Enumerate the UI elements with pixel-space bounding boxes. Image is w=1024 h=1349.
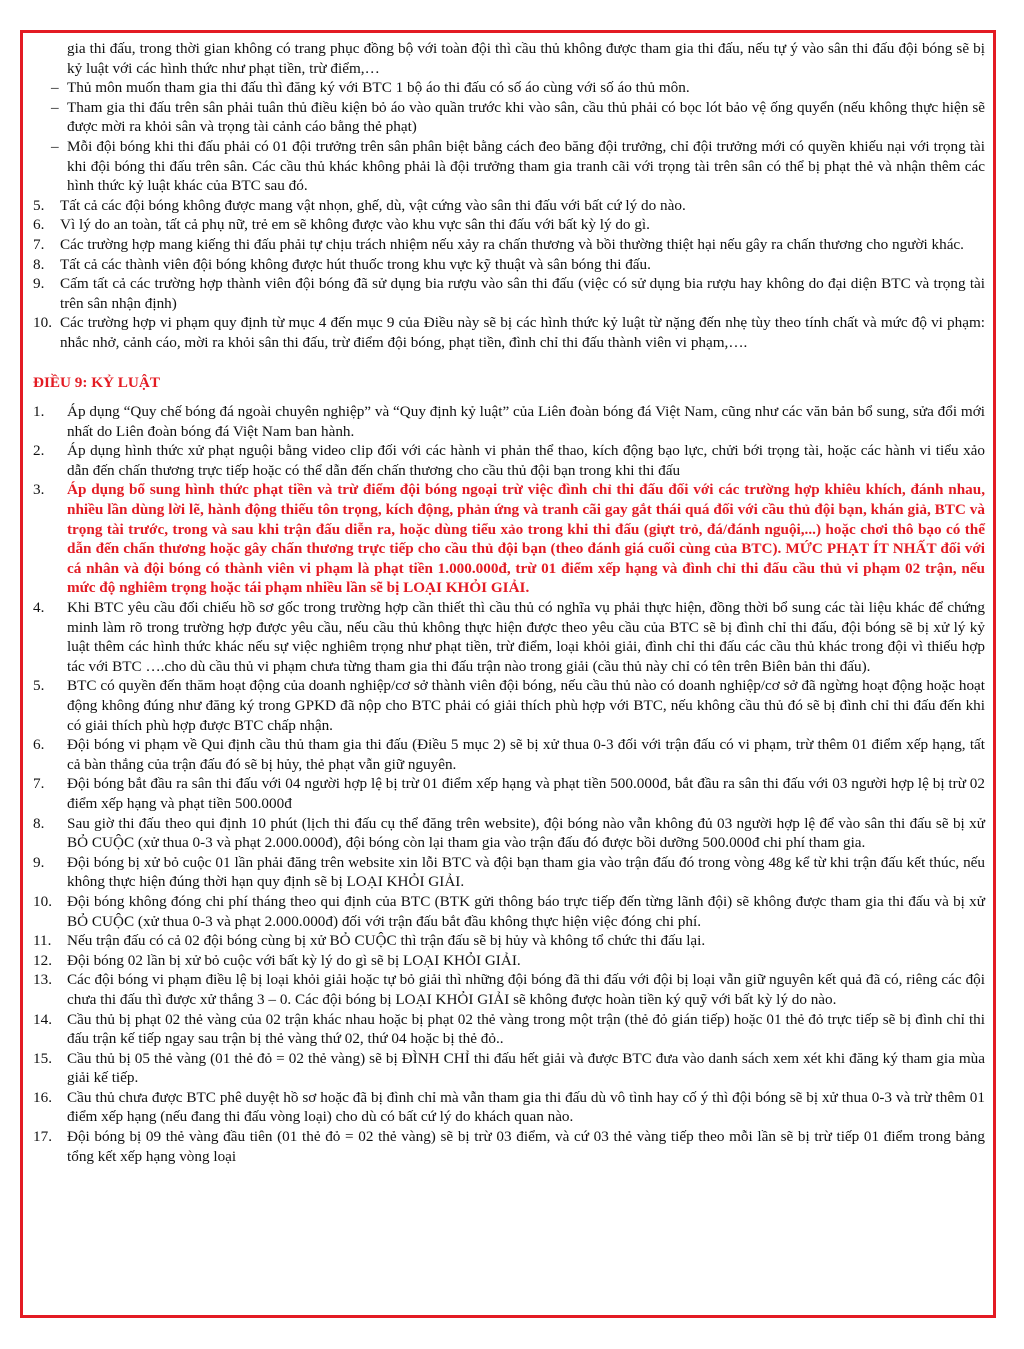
list-item: 16. Cầu thủ chưa được BTC phê duyệt hồ sơ hoặc đã bị đình chỉ mà vẫn tham gia thi đấu dù vô tình hay cố ý thì đội bóng sẽ bị xử thua 0-3 và trừ thêm 01 điểm xếp hạng (nếu đang thi đấu vòng loại) cho dù có bất cứ lý do khách quan nào. <box>33 1088 985 1126</box>
dash-marker: – <box>51 98 59 116</box>
dash-marker: – <box>51 79 59 97</box>
list-item: 15. Cầu thủ bị 05 thẻ vàng (01 thẻ đỏ = 02 thẻ vàng) sẽ bị ĐÌNH CHỈ thi đấu hết giải và được BTC đưa vào danh sách xem xét khi đăng ký tham gia mùa giải kế tiếp. <box>33 1049 985 1087</box>
list-item: 5. Tất cả các đội bóng không được mang vật nhọn, ghế, dù, vật cứng vào sân thi đấu với bất cứ lý do nào. <box>33 196 686 214</box>
list-item: 9. Cấm tất cả các trường hợp thành viên đội bóng đã sử dụng bia rượu vào sân thi đấu (việc có sử dụng bia rượu hay không do đại diện BTC và trọng tài trên sân nhận định) <box>33 275 985 312</box>
list-item: 2. Áp dụng hình thức xử phạt nguội bằng video clip đối với các hành vi phản thể thao, kích động bạo lực, chửi bới trọng tài, hoặc các hành vi tiểu xảo dẫn đến chấn thương trực tiếp hoặc có thể dẫn đến chấn thương cho cầu thủ đội bạn trong khi thi đấu <box>33 442 985 479</box>
article-8-list <box>33 196 985 353</box>
dash-marker: – <box>51 137 59 155</box>
list-item: 13. Các đội bóng vi phạm điều lệ bị loại khỏi giải hoặc tự bỏ giải thì những đội bóng đã thi đấu với đội bị loại vẫn giữ nguyên kết quả đã có, riêng các đội chưa thi đấu thì được xử thắng 3 – 0. Các đội bóng bị LOẠI KHỎI GIẢI sẽ không được hoàn tiền ký quỹ với bất kỳ lý do nào. <box>33 971 985 1008</box>
list-item: 8. Tất cả các thành viên đội bóng không được hút thuốc trong khu vực kỹ thuật và sân bóng thi đấu. <box>33 255 651 273</box>
list-item: 9. Đội bóng bị xử bỏ cuộc 01 lần phải đăng trên website xin lỗi BTC và đội bạn tham gia vào trận đấu đó trong vòng 48g kể từ khi trận đấu kết thúc, nếu không thực hiện đúng thời hạn quy định sẽ bị LOẠI KHỎI GIẢI. <box>33 853 985 891</box>
continuation-paragraph: gia thi đấu, trong thời gian không có trang phục đồng bộ với toàn đội thì cầu thủ không được tham gia thi đấu, nếu tự ý vào sân thi đấu đội bóng sẽ bị kỷ luật với các hình thức như phạt tiền, trừ điểm,… <box>67 40 985 77</box>
list-item: 6. Đội bóng vi phạm về Qui định cầu thủ tham gia thi đấu (Điều 5 mục 2) sẽ bị xử thua 0-3 đối với trận đấu có vi phạm, trừ thêm 01 điểm xếp hạng, tất cả bàn thắng của trận đấu đó sẽ bị hủy, thẻ phạt vẫn giữ nguyên. <box>33 736 985 773</box>
bullet-item: – Mỗi đội bóng khi thi đấu phải có 01 đội trưởng trên sân phân biệt bằng cách đeo băng đội trưởng, chỉ đội trưởng mới có quyền khiếu nại với trọng tài khi đội bóng thi đấu trên sân. Các cầu thủ khác không phải là đội trưởng tham gia tranh cãi với trọng tài trên sân có thể bị phạt thẻ và nhận thêm các hình thức kỷ luật khác của BTC sau đó. <box>51 137 985 195</box>
list-item: 14. Cầu thủ bị phạt 02 thẻ vàng của 02 trận khác nhau hoặc bị phạt 02 thẻ vàng trong một trận (thẻ đỏ gián tiếp) hoặc 01 thẻ đỏ trực tiếp sẽ bị đình chỉ thi đấu trận kế tiếp ngay sau trận bị thẻ vàng thứ 02, thứ 04 hoặc bị thẻ đỏ.. <box>33 1010 985 1048</box>
list-item: 7. Đội bóng bắt đầu ra sân thi đấu với 04 người hợp lệ bị trừ 01 điểm xếp hạng và phạt tiền 500.000đ, bắt đầu ra sân thi đấu với 03 người hợp lệ bị trừ 02 điểm xếp hạng và phạt tiền 500.000đ <box>33 775 985 812</box>
list-item: 6. Vì lý do an toàn, tất cả phụ nữ, trẻ em sẽ không được vào khu vực sân thi đấu với bất kỳ lý do gì. <box>33 216 650 234</box>
section-heading: ĐIỀU 9: KỶ LUẬT <box>33 373 160 391</box>
page-border <box>20 30 996 1318</box>
list-item: 11. Nếu trận đấu có cả 02 đội bóng cùng bị xử BỎ CUỘC thì trận đấu sẽ bị hủy và không tổ chức thi đấu lại. <box>33 932 706 950</box>
bullet-item: – Tham gia thi đấu trên sân phải tuân thủ điều kiện bỏ áo vào quần trước khi vào sân, cầu thủ phải có bọc lót bảo vệ ống quyển (nếu không thực hiện sẽ được mời ra khỏi sân và trọng tài cảnh cáo bằng thẻ phạt) <box>51 98 985 136</box>
list-item: 10. Các trường hợp vi phạm quy định từ mục 4 đến mục 9 của Điều này sẽ bị các hình thức kỷ luật từ nặng đến nhẹ tùy theo tính chất và mức độ vi phạm: nhắc nhở, cảnh cáo, mời ra khỏi sân thi đấu, trừ điểm đội bóng, phạt tiền, đình chỉ thi đấu thành viên vi phạm,…. <box>33 314 985 351</box>
bullet-item: – Thủ môn muốn tham gia thi đấu thì đăng ký với BTC 1 bộ áo thi đấu có số áo cùng với số áo thủ môn. <box>51 79 690 97</box>
document-body <box>33 39 985 1166</box>
list-item: 4. Khi BTC yêu cầu đối chiếu hồ sơ gốc trong trường hợp cần thiết thì cầu thủ có nghĩa vụ phải thực hiện, đồng thời bổ sung các tài liệu khác để chứng minh làm rõ trong trường hợp được yêu cầu, nếu cầu thủ không thực hiện được theo yêu cầu của BTC sẽ bị đình chỉ thi đấu, đội bóng sẽ bị xử lý kỷ luật thêm các hình thức khác nếu sự việc nghiêm trọng như phạt tiền, trừ điểm, loại khỏi giải, đình chỉ thi đấu các cầu thủ khác trong đội vì thiếu hợp tác với BTC ….cho dù cầu thủ vi phạm chưa từng tham gia thi đấu trận nào trong giải (cầu thủ này chỉ có tên trên Biên bản thi đấu). <box>33 599 985 675</box>
list-item: 7. Các trường hợp mang kiếng thi đấu phải tự chịu trách nhiệm nếu xảy ra chấn thương và bồi thường thiệt hại nếu gây ra chấn thương cho người khác. <box>33 235 964 253</box>
list-item: 8. Sau giờ thi đấu theo qui định 10 phút (lịch thi đấu cụ thể đăng trên website), đội bóng nào vẫn không đủ 03 người hợp lệ để vào sân thi đấu sẽ bị xử BỎ CUỘC (xử thua 0-3 và phạt 2.000.000đ), đội bóng còn lại tham gia vào trận đấu đó được bồi dưỡng 500.000đ chi phí tham gia. <box>33 814 985 852</box>
list-item-highlighted: 3. Áp dụng bổ sung hình thức phạt tiền và trừ điểm đội bóng ngoại trừ việc đình chỉ thi đấu đối với các trường hợp khiêu khích, đánh nhau, nhiều lần dùng lời lẽ, hành động thiếu tôn trọng, kích động, phản ứng và tranh cãi gay gắt thái quá đối với cầu thủ đội bạn, khán giả, BTC và trọng tài trước, trong và sau khi trận đấu diễn ra, hoặc dùng tiểu xảo trong khi thi đấu (giựt trỏ, đá/đánh nguội,...) hoặc chơi thô bạo có thể dẫn đến chấn thương hoặc gây chấn thương trực tiếp cho cầu thủ đội bạn (theo đánh giá cuối cùng của BTC). MỨC PHẠT ÍT NHẤT đối với cá nhân và đội bóng có thành viên vi phạm là phạt tiền 1.000.000đ, trừ 01 điểm xếp hạng và đình chỉ thi đấu cầu thủ vi phạm 02 trận, nếu mức độ nghiêm trọng hoặc tái phạm nhiều lần sẽ bị LOẠI KHỎI GIẢI. <box>33 481 985 597</box>
list-item: 17. Đội bóng bị 09 thẻ vàng đầu tiên (01 thẻ đỏ = 02 thẻ vàng) sẽ bị trừ 03 điểm, và cứ 03 thẻ vàng tiếp theo mỗi lần sẽ bị trừ tiếp 01 điểm trong bảng tổng kết xếp hạng vòng loại <box>33 1128 985 1165</box>
list-item: 12. Đội bóng 02 lần bị xử bỏ cuộc với bất kỳ lý do gì sẽ bị LOẠI KHỎI GIẢI. <box>33 951 521 969</box>
list-item: 1. Áp dụng “Quy chế bóng đá ngoài chuyên nghiệp” và “Quy định kỷ luật” của Liên đoàn bóng đá Việt Nam, cũng như các văn bản bổ sung, sửa đổi mới nhất do Liên đoàn bóng đá Việt Nam ban hành. <box>33 403 985 440</box>
bullet-list <box>33 78 985 196</box>
list-item: 10. Đội bóng không đóng chi phí tháng theo qui định của BTC (BTK gửi thông báo trực tiếp đến từng lãnh đội) sẽ không được tham gia thi đấu và bị xử BỎ CUỘC (xử thua 0-3 và phạt 2.000.000đ) đối với trận đấu bắt đầu không thực hiện việc đóng chi phí. <box>33 892 985 930</box>
article-9-list <box>33 402 985 1166</box>
list-item: 5. BTC có quyền đến thăm hoạt động của doanh nghiệp/cơ sở thành viên đội bóng, nếu cầu thủ nào có doanh nghiệp/cơ sở đã ngừng hoạt động hoặc hoạt động không đúng như đăng ký trong GPKD đã nộp cho BTC phải có giải thích phù hợp với BTC, nếu không cầu thủ đó sẽ bị đình chỉ thi đấu đến khi có giải thích phù hợp được BTC chấp nhận. <box>33 677 985 734</box>
